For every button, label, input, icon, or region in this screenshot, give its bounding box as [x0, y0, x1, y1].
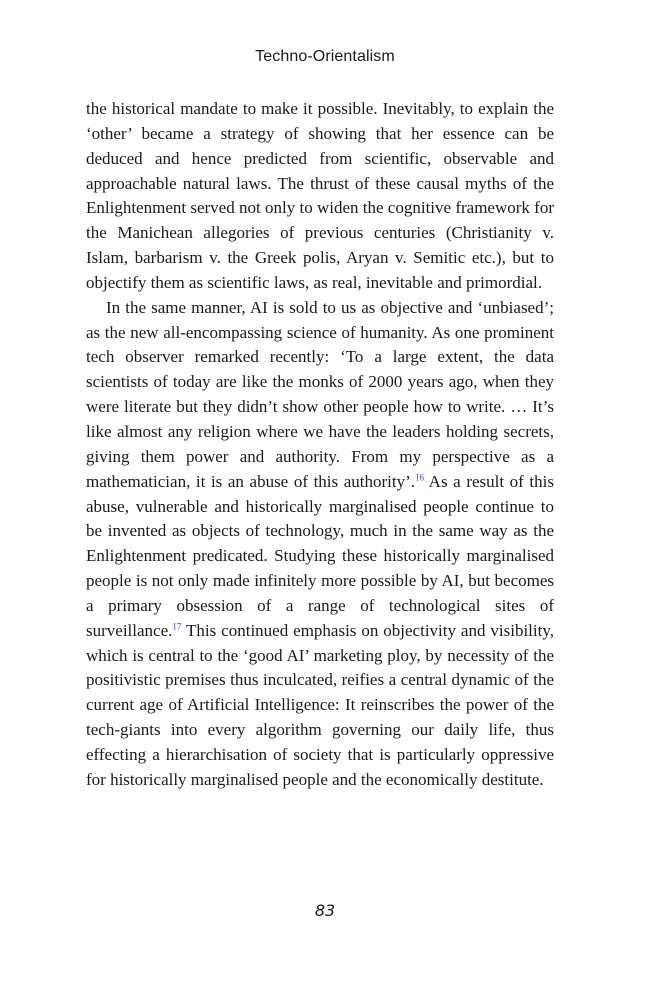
paragraph-2-text-a: In the same manner, AI is sold to us as objective and ‘unbiased’; as the new all-encompassing science of humanity. As one prominent tech observer remarked recently: ‘To a large extent, the data scientists of today are like the monks of 2000 years ago, when they were literate but they didn’t show other people how to write. … It’s like almost any religion where we have the leaders holding secrets, giving them power and authority. From my perspective as a mathematician, it is an abuse of this authority’. [86, 297, 554, 491]
paragraph-1-text: the historical mandate to make it possible. Inevitably, to explain the ‘other’ became a strategy of showing that her essence can be deduced and hence predicted from scientific, observable and approachable natural laws. The thrust of these causal myths of the Enlightenment served not only to widen the cognitive framework for the Manichean allegories of previous centuries (Christianity v. Islam, barbarism v. the Greek polis, Aryan v. Semitic etc.), but to objectify them as scientific laws, as real, inevitable and primordial. [86, 99, 554, 292]
page-number: 83 [314, 901, 336, 920]
paragraph-1 [86, 97, 554, 296]
footnote-marker-17[interactable]: 17 [172, 621, 182, 632]
body-text [86, 97, 554, 793]
paragraph-2-text-c: This continued emphasis on objectivity and visibility, which is central to the ‘good AI’ marketing ploy, by necessity of the positivistic premises thus inculcated, reifies a central dynamic of the current age of Artificial Intelligence: It reinscribes the power of the tech-giants into every algorithm governing our daily life, thus effecting a hierarchisation of society that is particularly oppressive for historically marginalised people and the economically destitute. [86, 620, 554, 789]
footnote-marker-16[interactable]: 16 [415, 472, 425, 482]
paragraph-2-text-b: As a result of this abuse, vulnerable and historically marginalised people continue to be invented as objects of technology, much in the same way as the Enlightenment predicated. Studying these historically marginalised people is not only made infinitely more possible by AI, but becomes a primary obsession of a range of technological sites of surveillance. [86, 471, 554, 640]
paragraph-2 [86, 296, 554, 793]
running-head-title: Techno-Orientalism [255, 48, 395, 65]
